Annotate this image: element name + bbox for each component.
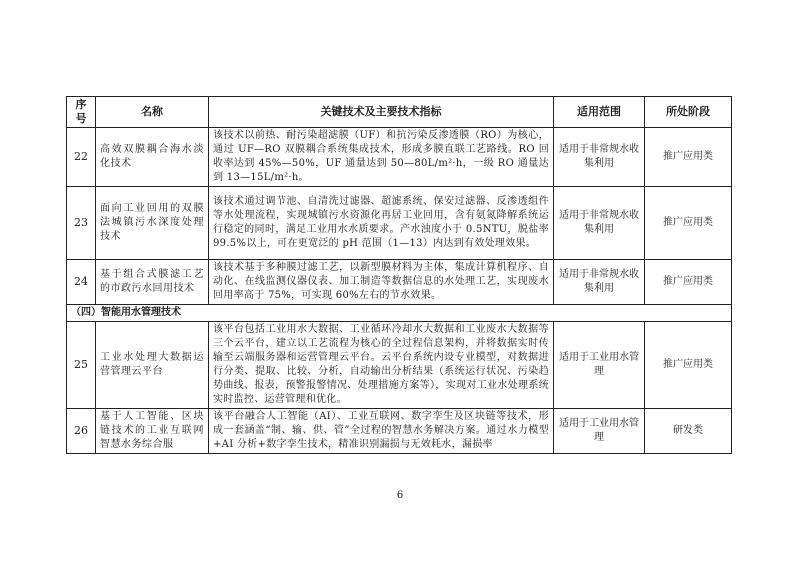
row-name: 基于组合式膜滤工艺的市政污水回用技术 [96, 260, 209, 305]
header-scope: 适用范围 [554, 97, 645, 128]
table-row [67, 409, 732, 454]
row-tech: 该平台融合人工智能（AI）、工业互联网、数字孪生及区块链等技术，形成一套涵盖“制、输、供、管”全过程的智慧水务解决方案。通过水力模型+AI 分析+数字孪生技术，精准识别漏损与无效耗水，漏损率 [209, 409, 554, 454]
row-no: 25 [67, 322, 96, 409]
row-tech: 该平台包括工业用水大数据、工业循环冷却水大数据和工业废水大数据等三个云平台，建立以工艺流程为核心的全过程信息架构，并将数据实时传输至云端服务器和运营管理云平台。云平台系统内设专业模型，对数据进行分类、提取、比较、分析，自动输出分析结果（系统运行状况、污染趋势曲线、报表，预警报警情况、处理措施方案等），实现对工业水处理系统实时监控、运营管理和优化。 [209, 322, 554, 409]
row-scope: 适用于工业用水管理 [554, 322, 645, 409]
row-scope: 适用于非常规水收集利用 [554, 260, 645, 305]
section-title: （四）智能用水管理技术 [67, 305, 732, 322]
row-stage: 推广应用类 [645, 187, 732, 260]
row-name: 工业水处理大数据运营管理云平台 [96, 322, 209, 409]
row-no: 22 [67, 128, 96, 187]
row-tech: 该技术通过调节池、自清洗过滤器、超滤系统、保安过滤器、反渗透组件等水处理流程，实现城镇污水资源化再居工业回用，含有氨氮降解系统运行稳定的同时，满足工业用水水质要求。产水浊度小于 0.5NTU，脱盐率 99.5%以上，可在更宽泛的 pH 范围（1—13）内达到有效处理效果。 [209, 187, 554, 260]
row-tech: 该技术基于多种膜过滤工艺，以新型膜材料为主体，集成计算机程序、自动化、在线监测仪器仪表、加工制造等数据信息的水处理工艺，实现废水回用率高于 75%，可实现 60%左右的节水效果。 [209, 260, 554, 305]
table-row [67, 260, 732, 305]
header-name: 名称 [96, 97, 209, 128]
row-stage: 推广应用类 [645, 260, 732, 305]
table-header-row [67, 97, 732, 128]
row-name: 高效双膜耦合海水淡化技术 [96, 128, 209, 187]
row-no: 24 [67, 260, 96, 305]
row-stage: 推广应用类 [645, 128, 732, 187]
header-no: 序号 [67, 97, 96, 128]
row-scope: 适用于非常规水收集利用 [554, 187, 645, 260]
row-tech: 该技术以前热、耐污染超滤膜（UF）和抗污染反渗透膜（RO）为核心，通过 UF—RO 双膜耦合系统集成技术，形成多膜直联工艺路线。RO 回收率达到 45%—50%，UF 通量达到 50—80L/m²·h，一级 RO 通量达到 13—15L/m²·h。 [209, 128, 554, 187]
row-stage: 推广应用类 [645, 322, 732, 409]
table-row [67, 128, 732, 187]
row-name: 面向工业回用的双膜法城镇污水深度处理技术 [96, 187, 209, 260]
page-number: 6 [396, 490, 404, 501]
row-scope: 适用于非常规水收集利用 [554, 128, 645, 187]
row-stage: 研发类 [645, 409, 732, 454]
technology-table [66, 96, 732, 454]
row-name: 基于人工智能、区块链技术的工业互联网智慧水务综合服 [96, 409, 209, 454]
row-scope: 适用于工业用水管理 [554, 409, 645, 454]
table-row [67, 187, 732, 260]
section-row [67, 305, 732, 322]
table-row [67, 322, 732, 409]
row-no: 26 [67, 409, 96, 454]
header-stage: 所处阶段 [645, 97, 732, 128]
header-tech: 关键技术及主要技术指标 [209, 97, 554, 128]
row-no: 23 [67, 187, 96, 260]
